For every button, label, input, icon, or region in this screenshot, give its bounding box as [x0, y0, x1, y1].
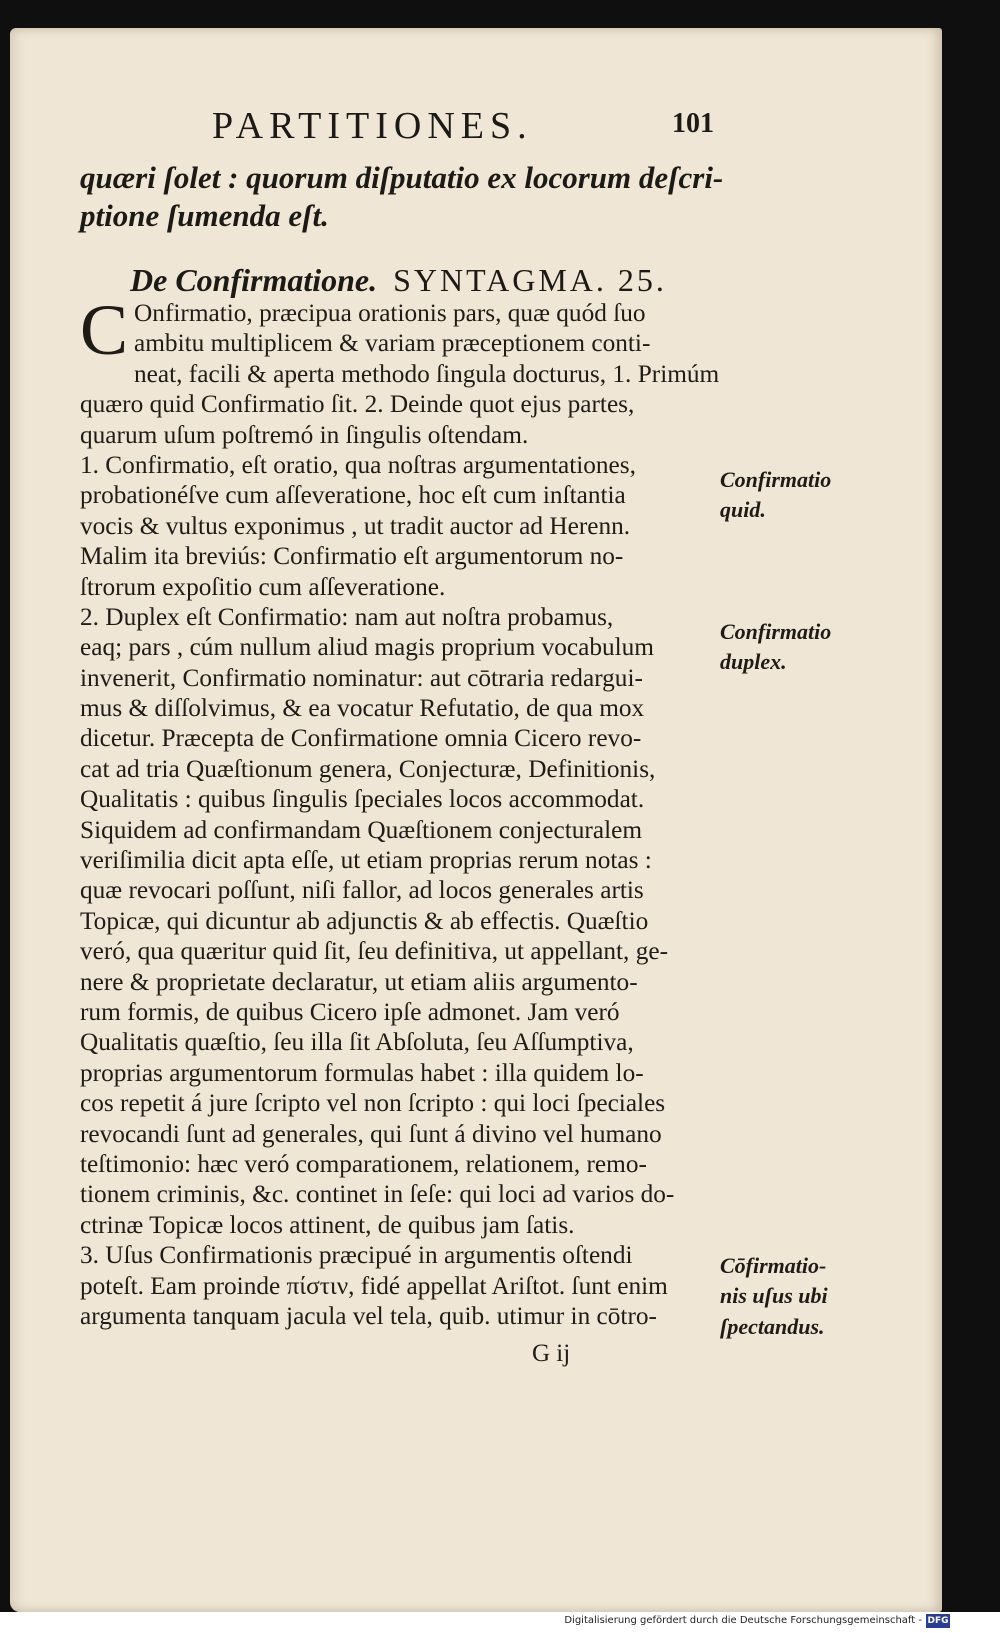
section-label: SYNTAGMA. 25.: [393, 262, 667, 298]
body-line: cos repetit á jure ſcripto vel non ſcripto : qui loci ſpeciales: [80, 1089, 666, 1118]
body-line: vocis & vultus exponimus , ut tradit auctor ad Herenn.: [80, 511, 631, 540]
margin-note-line: Confirmatio: [720, 467, 832, 492]
running-head: PARTITIONES.: [212, 105, 533, 147]
body-line: veriſimilia dicit apta eſſe, ut etiam proprias rerum notas :: [80, 846, 652, 875]
continuation-line-2: ptione ſumenda eſt.: [80, 198, 329, 233]
margin-note-usus: [720, 1251, 828, 1342]
body-line: tionem criminis, &c. continet in ſeſe: qui loci ad varios do-: [80, 1180, 675, 1209]
body-line: quæro quid Confirmatio ſit. 2. Deinde quot ejus partes,: [80, 390, 635, 419]
body-line: invenerit, Confirmatio nominatur: aut cōtraria redargui-: [80, 663, 643, 692]
body-line: dicetur. Præcepta de Confirmatione omnia Cicero revo-: [80, 724, 642, 753]
margin-note-confirmatio-duplex: [720, 617, 831, 678]
section-heading: [130, 262, 667, 299]
margin-note-line: Confirmatio: [720, 619, 832, 644]
body-line: quæ revocari poſſunt, niſi fallor, ad locos generales artis: [80, 876, 644, 905]
body-line: ambitu multiplicem & variam præceptionem conti-: [134, 329, 651, 358]
body-line: eaq; pars , cúm nullum aliud magis proprium vocabulum: [80, 633, 654, 662]
body-text: [80, 290, 720, 1331]
body-line: Siquidem ad confirmandam Quæſtionem conjecturalem: [80, 815, 643, 844]
body-line: Qualitatis : quibus ſingulis ſpeciales locos accommodat.: [80, 785, 645, 814]
body-line: argumenta tanquam jacula vel tela, quib. utimur in cōtro-: [80, 1301, 657, 1330]
signature-mark: G ij: [532, 1340, 571, 1367]
footer-credit: Digitalisierung gefördert durch die Deutsche Forschungsgemeinschaft -: [564, 1615, 922, 1626]
margin-note-line: nis uſus ubi: [720, 1283, 828, 1309]
page-header: [0, 104, 1000, 148]
footer-bar: [0, 1612, 1000, 1633]
body-line: ctrinæ Topicæ locos attinent, de quibus jam ſatis.: [80, 1210, 575, 1239]
margin-note-line: Cōfirmatio-: [720, 1253, 827, 1278]
body-line: revocandi ſunt ad generales, qui ſunt á divino vel humano: [80, 1119, 662, 1148]
body-line: 2. Duplex eſt Confirmatio: nam aut noſtra probamus,: [80, 602, 614, 631]
continuation-line-1: quæri ſolet : quorum diſputatio ex locorum deſcri-: [80, 160, 724, 195]
body-line: probationéſve cum aſſeveratione, hoc eſt cum inſtantia: [80, 481, 626, 510]
body-line: cat ad tria Quæſtionum genera, Conjecturæ, Definitionis,: [80, 754, 656, 783]
dfg-logo: DFG: [927, 1616, 949, 1626]
body-line: 3. Uſus Confirmationis præcipué in argumentis oſtendi: [80, 1241, 633, 1270]
body-line: quarum uſum poſtremó in ſingulis oſtendam.: [80, 420, 529, 449]
body-line: ſtrorum expoſitio cum aſſeveratione.: [80, 572, 446, 601]
margin-note-line: duplex.: [720, 649, 787, 675]
body-line: Malim ita breviús: Confirmatio eſt argumentorum no-: [80, 542, 624, 571]
body-line: 1. Confirmatio, eſt oratio, qua noſtras argumentationes,: [80, 450, 636, 479]
body-line: proprias argumentorum formulas habet : illa quidem lo-: [80, 1058, 644, 1087]
drop-cap: C: [80, 290, 129, 370]
body-line: rum formis, de quibus Cicero ipſe admonet. Jam veró: [80, 997, 620, 1026]
section-title: De Confirmatione.: [130, 262, 378, 298]
margin-note-line: quid.: [720, 497, 766, 523]
body-line: teſtimonio: hæc veró comparationem, relationem, remo-: [80, 1149, 647, 1178]
margin-note-confirmatio-quid: [720, 465, 831, 526]
body-line: neat, facili & aperta methodo ſingula docturus, 1. Primúm: [134, 359, 720, 388]
body-line: Topicæ, qui dicuntur ab adjunctis & ab effectis. Quæſtio: [80, 906, 649, 935]
page-number: 101: [672, 108, 714, 139]
body-line: poteſt. Eam proinde πίστιν, fidé appellat Ariſtot. ſunt enim: [80, 1271, 668, 1300]
body-line: Qualitatis quæſtio, ſeu illa ſit Abſoluta, ſeu Aſſumptiva,: [80, 1028, 634, 1057]
body-line: Onfirmatio, præcipua orationis pars, quæ quód ſuo: [134, 299, 646, 327]
body-line: nere & proprietate declaratur, ut etiam aliis argumento-: [80, 967, 638, 996]
body-line: mus & diſſolvimus, & ea vocatur Refutatio, de qua mox: [80, 694, 645, 723]
margin-note-line: ſpectandus.: [720, 1313, 825, 1339]
body-line: veró, qua quæritur quid ſit, ſeu definitiva, ut appellant, ge-: [80, 937, 669, 966]
